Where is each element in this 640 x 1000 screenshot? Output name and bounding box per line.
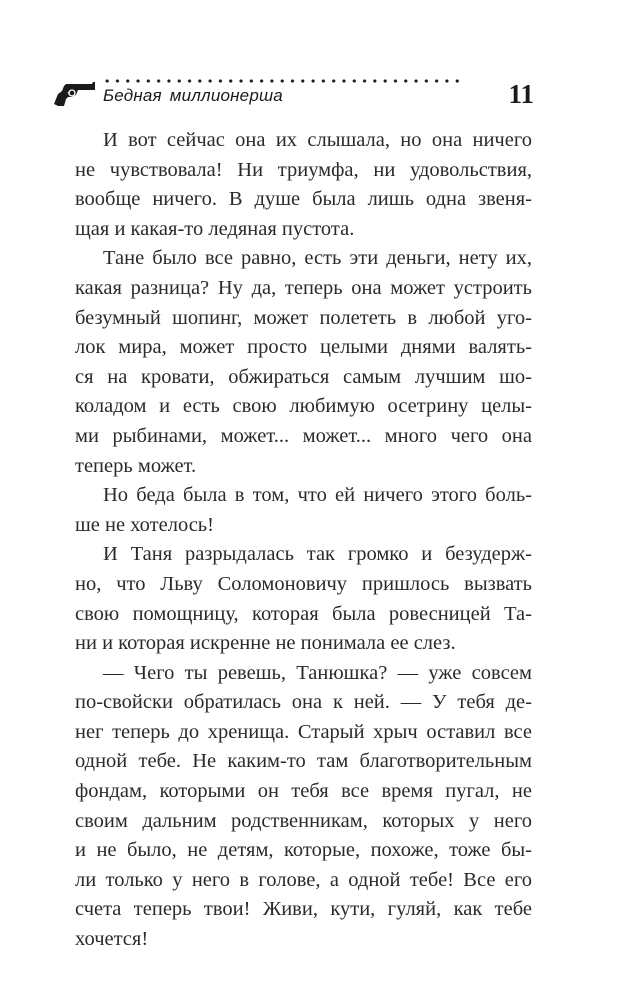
text-line: и не было, не детям, которые, похоже, тоже бы-: [75, 839, 532, 862]
text-line: И Таня разрыдалась так громко и безудерж-: [103, 543, 532, 566]
text-line: вообще ничего. В душе была лишь одна звеня-: [75, 188, 532, 211]
text-line: Но беда была в том, что ей ничего этого боль-: [103, 484, 532, 507]
text-line: теперь может.: [75, 454, 197, 477]
text-line: какая разница? Ну да, теперь она может устроить: [75, 276, 532, 299]
text-line: хочется!: [75, 928, 149, 951]
text-line: по-свойски обратилась она к ней. — У тебя де-: [75, 691, 532, 714]
running-title: Бедная миллионерша: [103, 86, 283, 105]
text-line: щая и какая-то ледяная пустота.: [75, 217, 355, 240]
text-line: Тане было все равно, есть эти деньги, нету их,: [103, 247, 532, 270]
text-line: коладом и есть свою любимую осетрину целы-: [75, 395, 532, 418]
page-header: [0, 0, 640, 120]
page-number: 11: [508, 79, 534, 109]
text-line: свою помощницу, которая была ровесницей Та-: [75, 602, 532, 625]
text-line: безумный шопинг, может полететь в любой уго-: [75, 306, 532, 329]
text-line: но, что Льву Соломоновичу пришлось вызвать: [75, 572, 532, 595]
text-line: одной тебе. Не каким-то там благотворительным: [75, 750, 532, 773]
revolver-icon: [52, 80, 96, 106]
text-line: нег теперь до хренища. Старый хрыч оставил все: [75, 720, 532, 743]
text-line: не чувствовала! Ни триумфа, ни удовольствия,: [75, 158, 532, 181]
text-line: фондам, которыми он тебя все время пугал, не: [75, 780, 532, 803]
body-text: [75, 126, 532, 955]
text-line: ни и которая искренне не понимала ее слез.: [75, 632, 456, 655]
text-line: ли только у него в голове, а одной тебе! Все его: [75, 868, 532, 891]
text-line: ше не хотелось!: [75, 513, 214, 536]
text-line: своим дальним родственникам, которых у него: [75, 809, 532, 832]
text-line: счета теперь твои! Живи, кути, гуляй, как тебе: [75, 898, 532, 921]
text-line: ми рыбинами, может... может... много чего она: [75, 424, 532, 447]
text-line: лок мира, может просто целыми днями валять-: [75, 336, 532, 359]
text-line: — Чего ты ревешь, Танюшка? — уже совсем: [103, 661, 532, 684]
dotted-rule: [102, 78, 462, 84]
text-line: ся на кровати, обжираться самым лучшим шо-: [75, 365, 532, 388]
text-line: И вот сейчас она их слышала, но она ничего: [103, 129, 532, 151]
